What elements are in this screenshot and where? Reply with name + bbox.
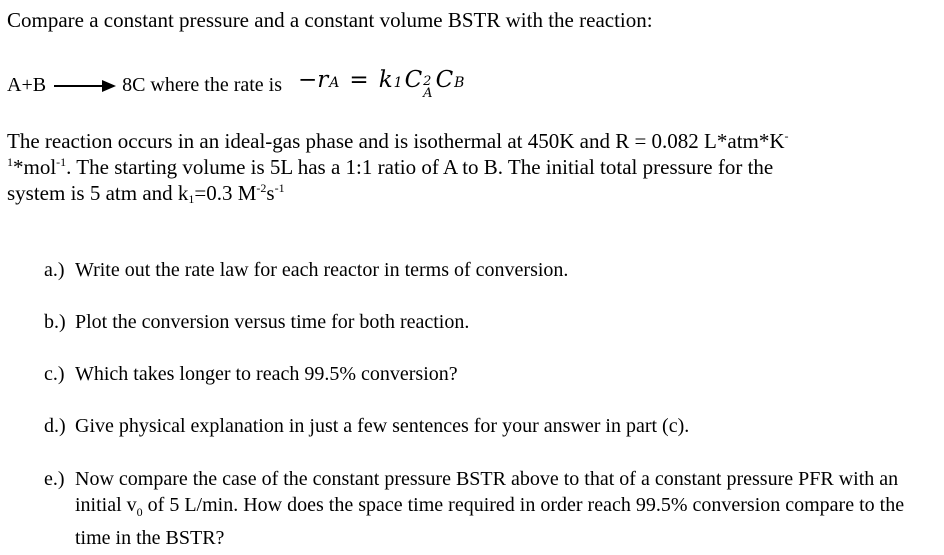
conc-a-sup: 2 bbox=[423, 74, 432, 89]
conc-a: C bbox=[404, 67, 423, 93]
paragraph-line-2-text-b: . The starting volume is 5L has a 1:1 ratio of A to B. The initial total pressure for the bbox=[66, 155, 774, 179]
conc-a-scripts bbox=[423, 76, 432, 100]
paragraph-line-2-sup2: -1 bbox=[56, 155, 67, 169]
paragraph-line-2-text-a: *mol bbox=[13, 155, 57, 179]
question-d bbox=[44, 413, 689, 439]
question-d-text: Give physical explanation in just a few sentences for your answer in part (c). bbox=[75, 415, 690, 437]
question-a bbox=[44, 257, 568, 283]
paragraph-line-2-sup: 1 bbox=[7, 155, 13, 169]
paragraph-line-1-sup: - bbox=[784, 129, 789, 143]
question-e-text-a: Now compare the case of the constant pressure BSTR above to that of a constant pressure PFR with an initial v bbox=[75, 468, 899, 516]
question-b-label: b.) bbox=[44, 311, 66, 333]
rate-lhs: −r bbox=[298, 67, 329, 93]
conc-b: C bbox=[435, 67, 454, 93]
question-a-text: Write out the rate law for each reactor in terms of conversion. bbox=[75, 259, 569, 281]
paragraph-line-1-text: The reaction occurs in an ideal-gas phase and is isothermal at 450K and R = 0.082 L*atm*K bbox=[7, 129, 785, 153]
rate-constant-sub: 1 bbox=[393, 75, 403, 91]
paragraph-line-3-sub: 1 bbox=[188, 192, 195, 206]
products-text: 8C where the rate is bbox=[122, 73, 283, 96]
question-e bbox=[44, 466, 915, 551]
paragraph-line-3-text-c: s bbox=[266, 181, 275, 205]
question-e-label: e.) bbox=[44, 468, 65, 490]
question-d-label: d.) bbox=[44, 415, 66, 437]
equals-sign: = bbox=[349, 67, 369, 93]
problem-title: Compare a constant pressure and a constant volume BSTR with the reaction: bbox=[7, 8, 653, 32]
paragraph-line-3-sup2: -1 bbox=[274, 181, 285, 195]
paragraph-line-3-text-a: system is 5 atm and k bbox=[7, 181, 189, 205]
conc-b-sub: B bbox=[454, 75, 465, 91]
reactants: A+B bbox=[7, 73, 47, 96]
question-b-text: Plot the conversion versus time for both reaction. bbox=[75, 311, 470, 333]
question-b bbox=[44, 309, 469, 335]
rate-equation bbox=[298, 68, 464, 102]
conc-a-sub: A bbox=[423, 86, 433, 101]
question-a-label: a.) bbox=[44, 259, 65, 281]
arrow-right-icon bbox=[54, 79, 116, 93]
question-c-label: c.) bbox=[44, 363, 65, 385]
paragraph-line-3-sup: -2 bbox=[256, 181, 267, 195]
rate-lhs-sub: A bbox=[329, 75, 340, 91]
question-c-text: Which takes longer to reach 99.5% conversion? bbox=[75, 363, 458, 385]
question-c bbox=[44, 361, 458, 387]
paragraph-line-3 bbox=[7, 175, 285, 212]
question-e-text-b: of 5 L/min. How does the space time required in order reach 99.5% conversion compare to the time in the BSTR? bbox=[75, 494, 905, 549]
reaction-row bbox=[7, 68, 464, 102]
rate-constant: k bbox=[378, 67, 393, 93]
question-e-body bbox=[75, 466, 915, 551]
paragraph-line-3-text-b: =0.3 M bbox=[194, 181, 257, 205]
question-e-sub: 0 bbox=[136, 505, 143, 519]
